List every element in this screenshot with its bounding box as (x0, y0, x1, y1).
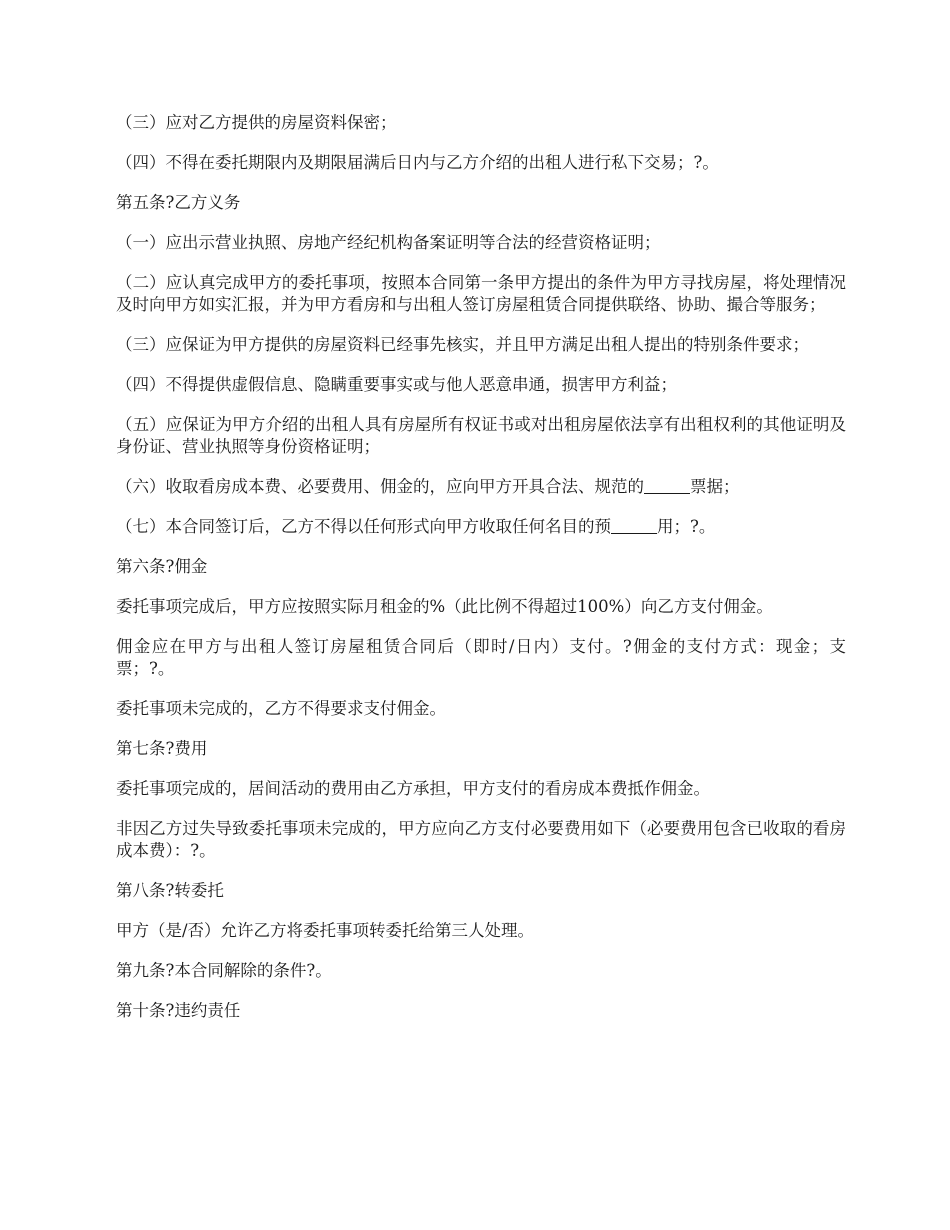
document-body (116, 112, 846, 1040)
paragraph-fees-completed: 委托事项完成的，居间活动的费用由乙方承担，甲方支付的看房成本费抵作佣金。 (116, 779, 710, 798)
paragraph-fees-not-completed: 非因乙方过失导致委托事项未完成的，甲方应向乙方支付必要费用如下（必要费用包含已收取的看房成本费）：?。 (116, 819, 846, 860)
paragraph-text-after-blank: 用；?。 (657, 517, 716, 536)
paragraph-article-5-item-7 (116, 516, 846, 538)
paragraph-article-5-item-4: （四）不得提供虚假信息、隐瞒重要事实或与他人恶意串通，损害甲方利益； (116, 375, 677, 394)
paragraph-text-after-blank: 票据； (690, 477, 740, 496)
paragraph-text-before-blank: （七）本合同签订后，乙方不得以任何形式向甲方收取任何名目的预 (116, 517, 611, 536)
paragraph-article-5-item-5: （五）应保证为甲方介绍的出租人具有房屋所有权证书或对出租房屋依法享有出租权利的其他证明及身份证、营业执照等身份资格证明； (116, 415, 846, 456)
paragraph-subdelegation: 甲方（是/否）允许乙方将委托事项转委托给第三人处理。 (116, 921, 535, 940)
paragraph-party-a-no-private-deal: （四）不得在委托期限内及期限届满后日内与乙方介绍的出租人进行私下交易；?。 (116, 153, 719, 172)
paragraph-party-a-confidentiality: （三）应对乙方提供的房屋资料保密； (116, 113, 397, 132)
paragraph-article-5-item-1: （一）应出示营业执照、房地产经纪机构备案证明等合法的经营资格证明； (116, 233, 661, 252)
paragraph-article-5-item-3: （三）应保证为甲方提供的房屋资料已经事先核实，并且甲方满足出租人提出的特别条件要求； (116, 335, 809, 354)
paragraph-commission-rate: 委托事项完成后，甲方应按照实际月租金的%（此比例不得超过100%）向乙方支付佣金。 (116, 597, 773, 616)
paragraph-article-5-item-2: （二）应认真完成甲方的委托事项，按照本合同第一条甲方提出的条件为甲方寻找房屋，将处理情况及时向甲方如实汇报，并为甲方看房和与出租人签订房屋租赁合同提供联络、协助、撮合等服务； (116, 273, 846, 314)
section-heading-article-9: 第九条?本合同解除的条件?。 (116, 961, 332, 980)
paragraph-commission-not-due: 委托事项未完成的，乙方不得要求支付佣金。 (116, 699, 446, 718)
section-heading-article-6: 第六条?佣金 (116, 557, 208, 576)
section-heading-article-7: 第七条?费用 (116, 739, 208, 758)
section-heading-article-8: 第八条?转委托 (116, 881, 224, 900)
paragraph-article-5-item-6 (116, 476, 846, 498)
fill-in-blank (644, 477, 690, 494)
paragraph-text-before-blank: （六）收取看房成本费、必要费用、佣金的，应向甲方开具合法、规范的 (116, 477, 644, 496)
fill-in-blank (611, 517, 657, 534)
section-heading-article-5: 第五条?乙方义务 (116, 193, 241, 212)
paragraph-commission-payment: 佣金应在甲方与出租人签订房屋租赁合同后（即时/日内）支付。?佣金的支付方式：现金；支票；?。 (116, 637, 846, 678)
section-heading-article-10: 第十条?违约责任 (116, 1001, 241, 1020)
